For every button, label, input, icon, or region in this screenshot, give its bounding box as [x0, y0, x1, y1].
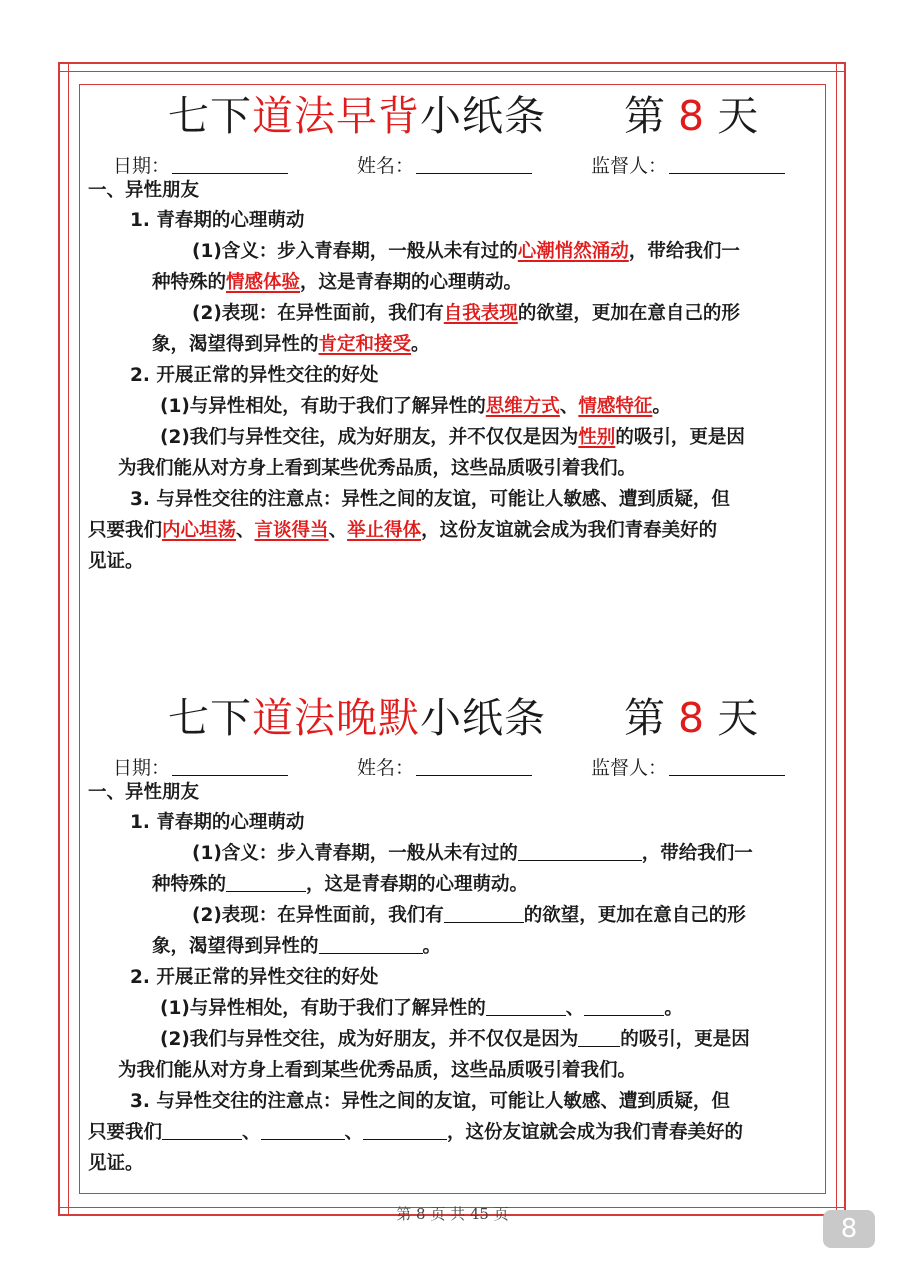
answer: 举止得体: [347, 520, 422, 541]
answer-blank[interactable]: [578, 1026, 620, 1047]
answer: 内心坦荡: [162, 520, 237, 541]
info-row: [113, 152, 813, 180]
answer: 言谈得当: [254, 520, 329, 541]
answer-blank[interactable]: [363, 1119, 447, 1140]
answer: 思维方式: [485, 396, 560, 417]
answer-blank[interactable]: [162, 1119, 242, 1140]
text-line: 种特殊的 ，这是青春期的心理萌动。: [152, 870, 528, 900]
name-field[interactable]: 姓名：: [357, 754, 532, 782]
text-line: 3. 与异性交往的注意点：异性之间的友谊，可能让人敏感、遭到质疑，但: [130, 489, 730, 510]
answer: 心潮悄然涌动: [517, 241, 629, 262]
text-line: (1)含义：步入青春期，一般从未有过的心潮悄然涌动，带给我们一: [192, 241, 740, 262]
text-line: 只要我们内心坦荡、言谈得当、举止得体，这份友谊就会成为我们青春美好的: [88, 520, 718, 541]
text-line: (1)与异性相处，有助于我们了解异性的 、 。: [160, 994, 683, 1024]
answer: 自我表现: [443, 303, 518, 324]
text-line: 只要我们 、 、 ，这份友谊就会成为我们青春美好的: [88, 1118, 743, 1148]
answer: 情感体验: [226, 272, 301, 293]
text-line: (2)表现：在异性面前，我们有自我表现的欲望，更加在意自己的形: [192, 303, 740, 324]
text-line: (2)我们与异性交往，成为好朋友，并不仅仅是因为性别的吸引，更是因: [160, 427, 745, 448]
info-row: [113, 754, 813, 782]
date-field[interactable]: 日期：: [113, 754, 288, 782]
item-heading: 1. 青春期的心理萌动: [130, 812, 305, 833]
answer-blank[interactable]: [226, 871, 306, 892]
answer: 情感特征: [578, 396, 653, 417]
text-line: 种特殊的情感体验，这是青春期的心理萌动。: [152, 272, 523, 293]
section-heading: 一、异性朋友: [88, 180, 200, 201]
page-number-badge: 8: [823, 1210, 875, 1248]
day-counter: 第 8 天: [624, 694, 759, 742]
text-line: (2)表现：在异性面前，我们有 的欲望，更加在意自己的形: [192, 901, 746, 931]
item-heading: 1. 青春期的心理萌动: [130, 210, 305, 231]
text-line: (2)我们与异性交往，成为好朋友，并不仅仅是因为 的吸引，更是因: [160, 1025, 750, 1055]
text-line: 见证。: [88, 1153, 144, 1174]
item-heading: 2. 开展正常的异性交往的好处: [130, 967, 379, 988]
morning-title: 七下道法早背小纸条 第 8 天: [168, 88, 768, 144]
evening-dictation-section: [0, 690, 905, 1250]
text-line: 为我们能从对方身上看到某些优秀品质，这些品质吸引着我们。: [118, 1060, 637, 1081]
text-line: (1)含义：步入青春期，一般从未有过的 ，带给我们一: [192, 839, 753, 869]
text-line: 象，渴望得到异性的肯定和接受。: [152, 334, 430, 355]
answer: 肯定和接受: [318, 334, 412, 355]
page-footer: 第 8 页 共 45 页: [396, 1205, 509, 1223]
answer: 性别: [578, 427, 616, 448]
text-line: 3. 与异性交往的注意点：异性之间的友谊，可能让人敏感、遭到质疑，但: [130, 1091, 730, 1112]
date-field[interactable]: 日期：: [113, 152, 288, 180]
answer-blank[interactable]: [444, 902, 524, 923]
section-heading: 一、异性朋友: [88, 782, 200, 803]
text-line: 象，渴望得到异性的 。: [152, 932, 441, 962]
supervisor-field[interactable]: 监督人：: [591, 152, 785, 180]
name-field[interactable]: 姓名：: [357, 152, 532, 180]
answer-blank[interactable]: [261, 1119, 345, 1140]
text-line: 见证。: [88, 551, 144, 572]
answer-blank[interactable]: [319, 933, 423, 954]
supervisor-field[interactable]: 监督人：: [591, 754, 785, 782]
text-line: (1)与异性相处，有助于我们了解异性的思维方式、情感特征。: [160, 396, 671, 417]
text-line: 为我们能从对方身上看到某些优秀品质，这些品质吸引着我们。: [118, 458, 637, 479]
answer-blank[interactable]: [486, 995, 566, 1016]
day-counter: 第 8 天: [624, 92, 759, 140]
answer-blank[interactable]: [584, 995, 664, 1016]
border-line: [58, 71, 846, 72]
evening-title: 七下道法晚默小纸条 第 8 天: [168, 690, 768, 746]
item-heading: 2. 开展正常的异性交往的好处: [130, 365, 379, 386]
answer-blank[interactable]: [518, 840, 642, 861]
morning-recitation-section: [0, 88, 905, 648]
